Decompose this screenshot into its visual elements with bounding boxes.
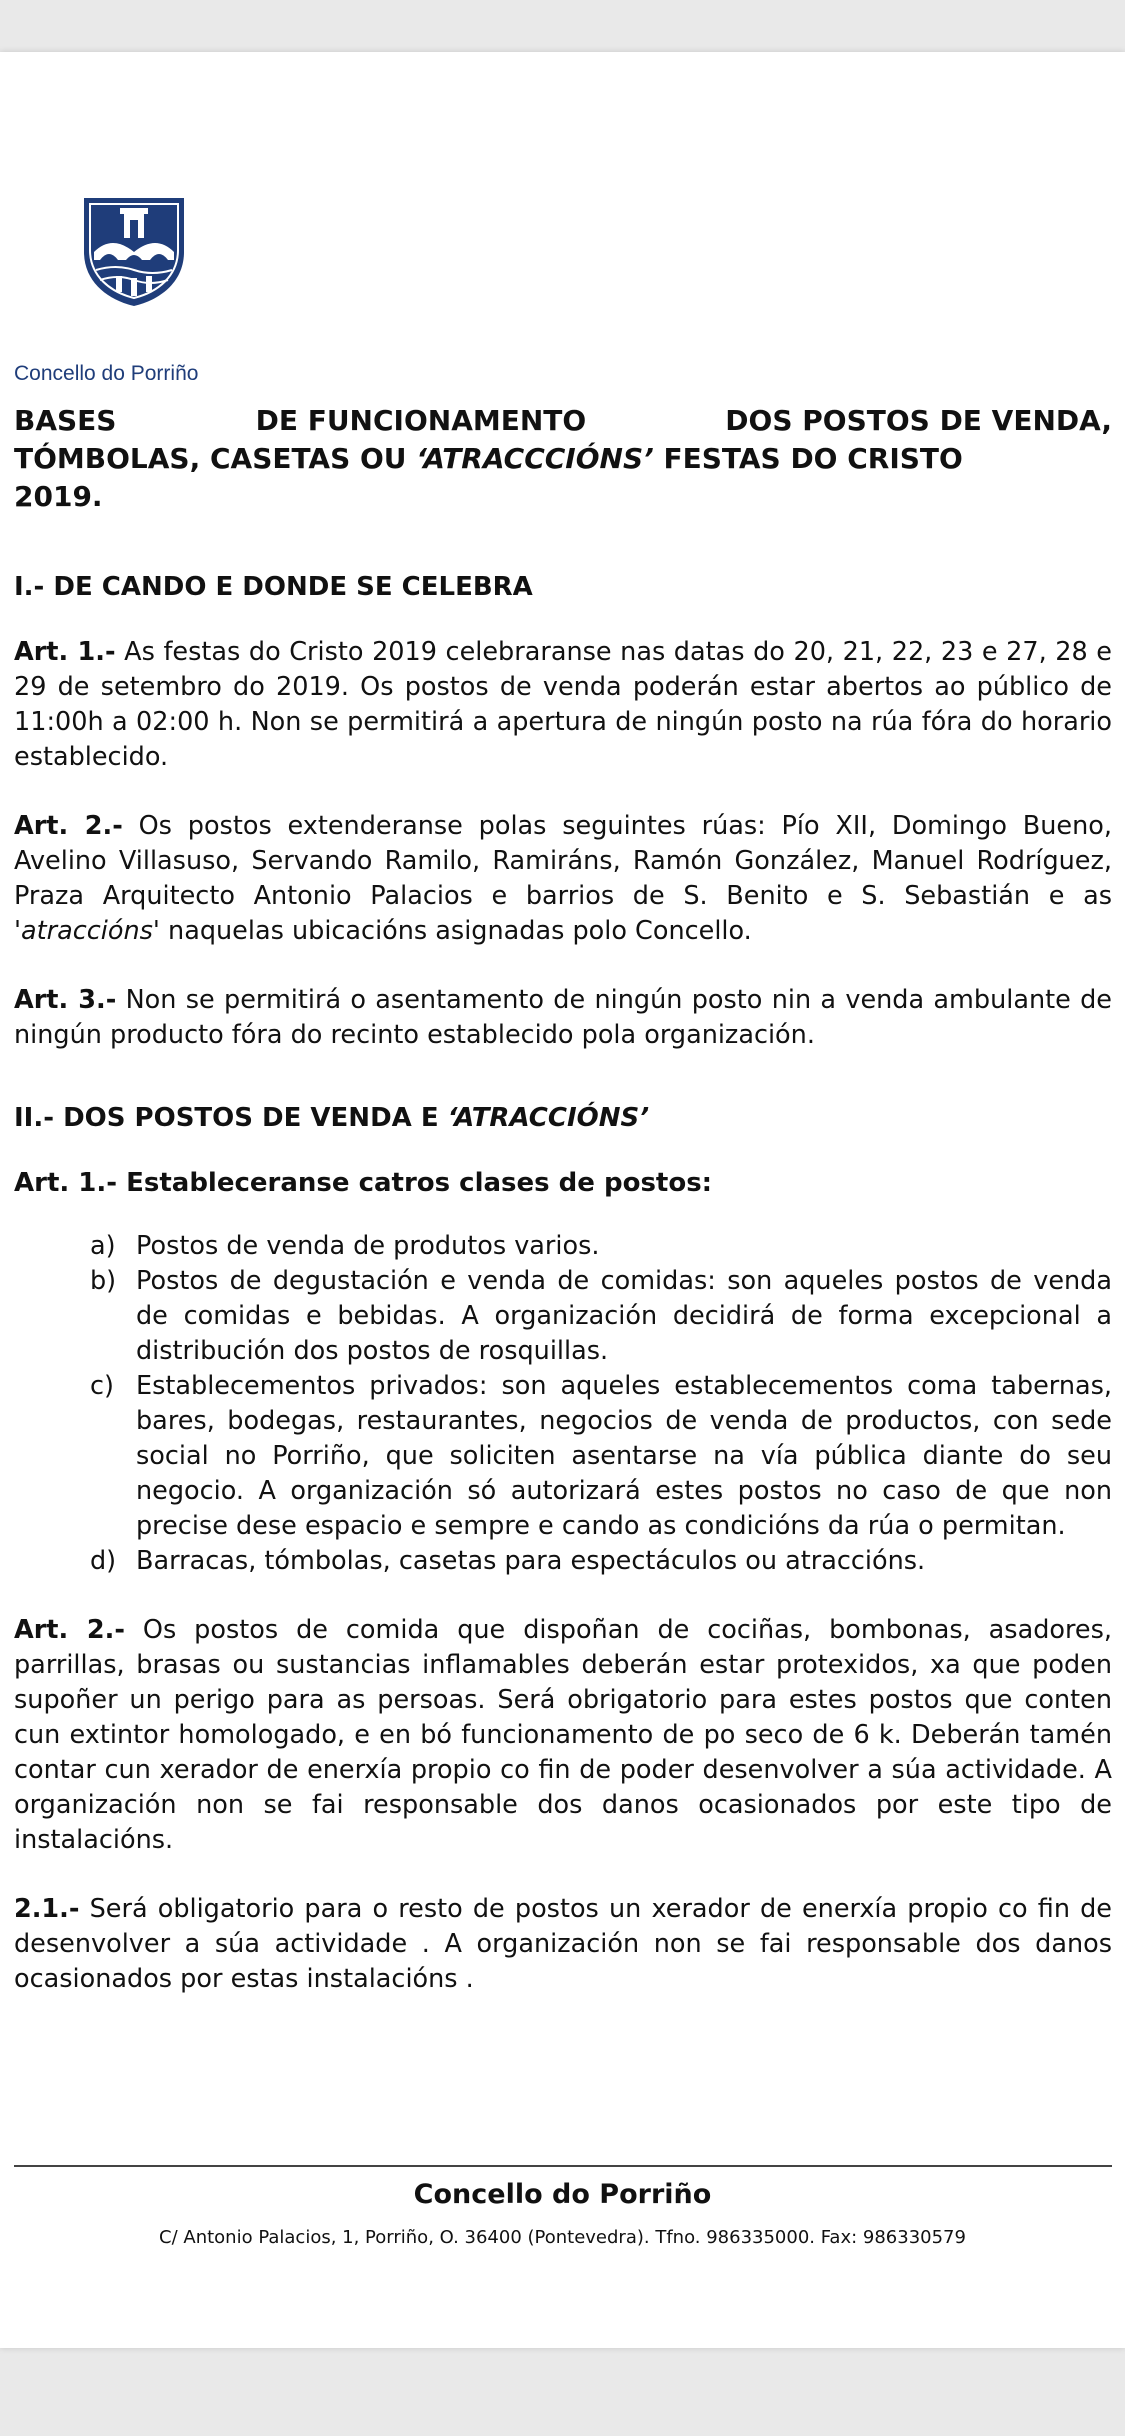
- section-1-article-3: [14, 983, 1112, 1053]
- article-text-end: naquelas ubicacións asignadas polo Concello.: [159, 916, 752, 946]
- article-text: Non se permitirá o asentamento de ningún posto nin a venda ambulante de ningún producto fóra do recinto establecido pola organización.: [14, 985, 1112, 1050]
- title-line2-c: FESTAS DO CRISTO: [653, 442, 963, 475]
- document-body: [14, 402, 1112, 2031]
- list-item-text: Establecementos privados: son aqueles establecementos coma tabernas, bares, bodegas, restaurantes, negocios de venda de productos, con sede social no Porriño, que soliciten asentarse na vía pública diante do seu negocio. A organización só autorizará estes postos no caso de que non precise dese espacio e sempre e cando as condicións da rúa o permitan.: [136, 1371, 1112, 1541]
- list-item-text: Postos de degustación e venda de comidas: son aqueles postos de venda de comidas e bebidas. A organización decidirá de forma excepcional a distribución dos postos de rosquillas.: [136, 1266, 1112, 1366]
- title-word-1: BASES: [14, 404, 117, 437]
- article-label: Art. 3.-: [14, 985, 117, 1015]
- section-2-article-2: [14, 1613, 1112, 1858]
- article-label: Art. 2.-: [14, 1615, 125, 1645]
- article-label: Art. 1.-: [14, 1168, 118, 1198]
- title-word-2: DE FUNCIONAMENTO: [255, 404, 587, 437]
- footer-org-name: Concello do Porriño: [413, 2179, 712, 2210]
- list-item-letter: d): [90, 1546, 117, 1576]
- article-text: Estableceranse catros clases de postos:: [117, 1168, 713, 1198]
- list-item-text: Postos de venda de produtos varios.: [136, 1231, 600, 1261]
- list-item-letter: a): [90, 1231, 116, 1261]
- title-line3: 2019.: [14, 480, 103, 513]
- article-text: Os postos extenderanse polas seguintes rúas: Pío XII, Domingo Bueno, Avelino Villasuso, Servando Ramilo, Ramiráns, Ramón González, Manuel Rodríguez, Praza Arquitecto Antonio Palacios e barrios de S. Benito e S. Sebastián e as: [14, 811, 1112, 911]
- section-1-heading: I.- DE CANDO E DONDE SE CELEBRA: [14, 572, 533, 602]
- list-item-letter: b): [90, 1266, 117, 1296]
- article-text: As festas do Cristo 2019 celebraranse nas datas do 20, 21, 22, 23 e 27, 28 e 29 de setembro do 2019. Os postos de venda poderán estar abertos ao público de 11:00h a 02:00 h. Non se permitirá a apertura de ningún posto na rúa fóra do horario establecido.: [14, 637, 1112, 772]
- footer-divider: [14, 2165, 1112, 2167]
- document-title: [14, 402, 1112, 516]
- list-item: [90, 1369, 1112, 1544]
- coat-of-arms-icon: [76, 190, 192, 308]
- list-item: [90, 1229, 1112, 1264]
- title-word-3: DOS POSTOS DE VENDA,: [725, 404, 1112, 437]
- list-item-letter: c): [90, 1371, 114, 1401]
- org-name: Concello do Porriño: [14, 362, 199, 385]
- article-text: Será obligatorio para o resto de postos un xerador de enerxía propio co fin de desenvolver a súa actividade . A organización non se fai responsable dos danos ocasionados por estas instalacións .: [14, 1894, 1112, 1994]
- list-item: [90, 1264, 1112, 1369]
- section-2-heading-italic: ‘ATRACCIÓNS’: [447, 1103, 650, 1133]
- title-line2-italic: ‘ATRACCCIÓNS’: [416, 442, 654, 475]
- section-1-article-2: [14, 809, 1112, 949]
- list-item-text: Barracas, tómbolas, casetas para espectáculos ou atraccións.: [136, 1546, 926, 1576]
- title-line2-a: TÓMBOLAS, CASETAS OU: [14, 442, 417, 475]
- section-2-article-1: [14, 1166, 1112, 1201]
- section-1-article-1: [14, 635, 1112, 775]
- section-2-heading: [14, 1101, 1112, 1136]
- section-2-article-2-1: [14, 1892, 1112, 1997]
- article-label: 2.1.-: [14, 1894, 80, 1924]
- document-page: [0, 52, 1125, 2348]
- article-label: Art. 1.-: [14, 637, 116, 667]
- article-label: Art. 2.-: [14, 811, 123, 841]
- post-classes-list: [14, 1229, 1112, 1579]
- list-item: [90, 1544, 1112, 1579]
- article-text-italic: 'atraccións': [14, 916, 160, 946]
- article-text: Os postos de comida que dispoñan de cociñas, bombonas, asadores, parrillas, brasas ou sustancias inflamables deberán estar protexidos, xa que poden supoñer un perigo para as persoas. Será obrigatorio para estes postos que conten cun extintor homologado, e en bó funcionamento de po seco de 6 k. Deberán tamén contar cun xerador de enerxía propio co fin de poder desenvolver a súa actividade. A organización non se fai responsable dos danos ocasionados por este tipo de instalacións.: [14, 1615, 1112, 1855]
- footer-address: C/ Antonio Palacios, 1, Porriño, O. 36400 (Pontevedra). Tfno. 986335000. Fax: 986330579: [159, 2227, 966, 2248]
- section-2-heading-text: II.- DOS POSTOS DE VENDA E: [14, 1103, 448, 1133]
